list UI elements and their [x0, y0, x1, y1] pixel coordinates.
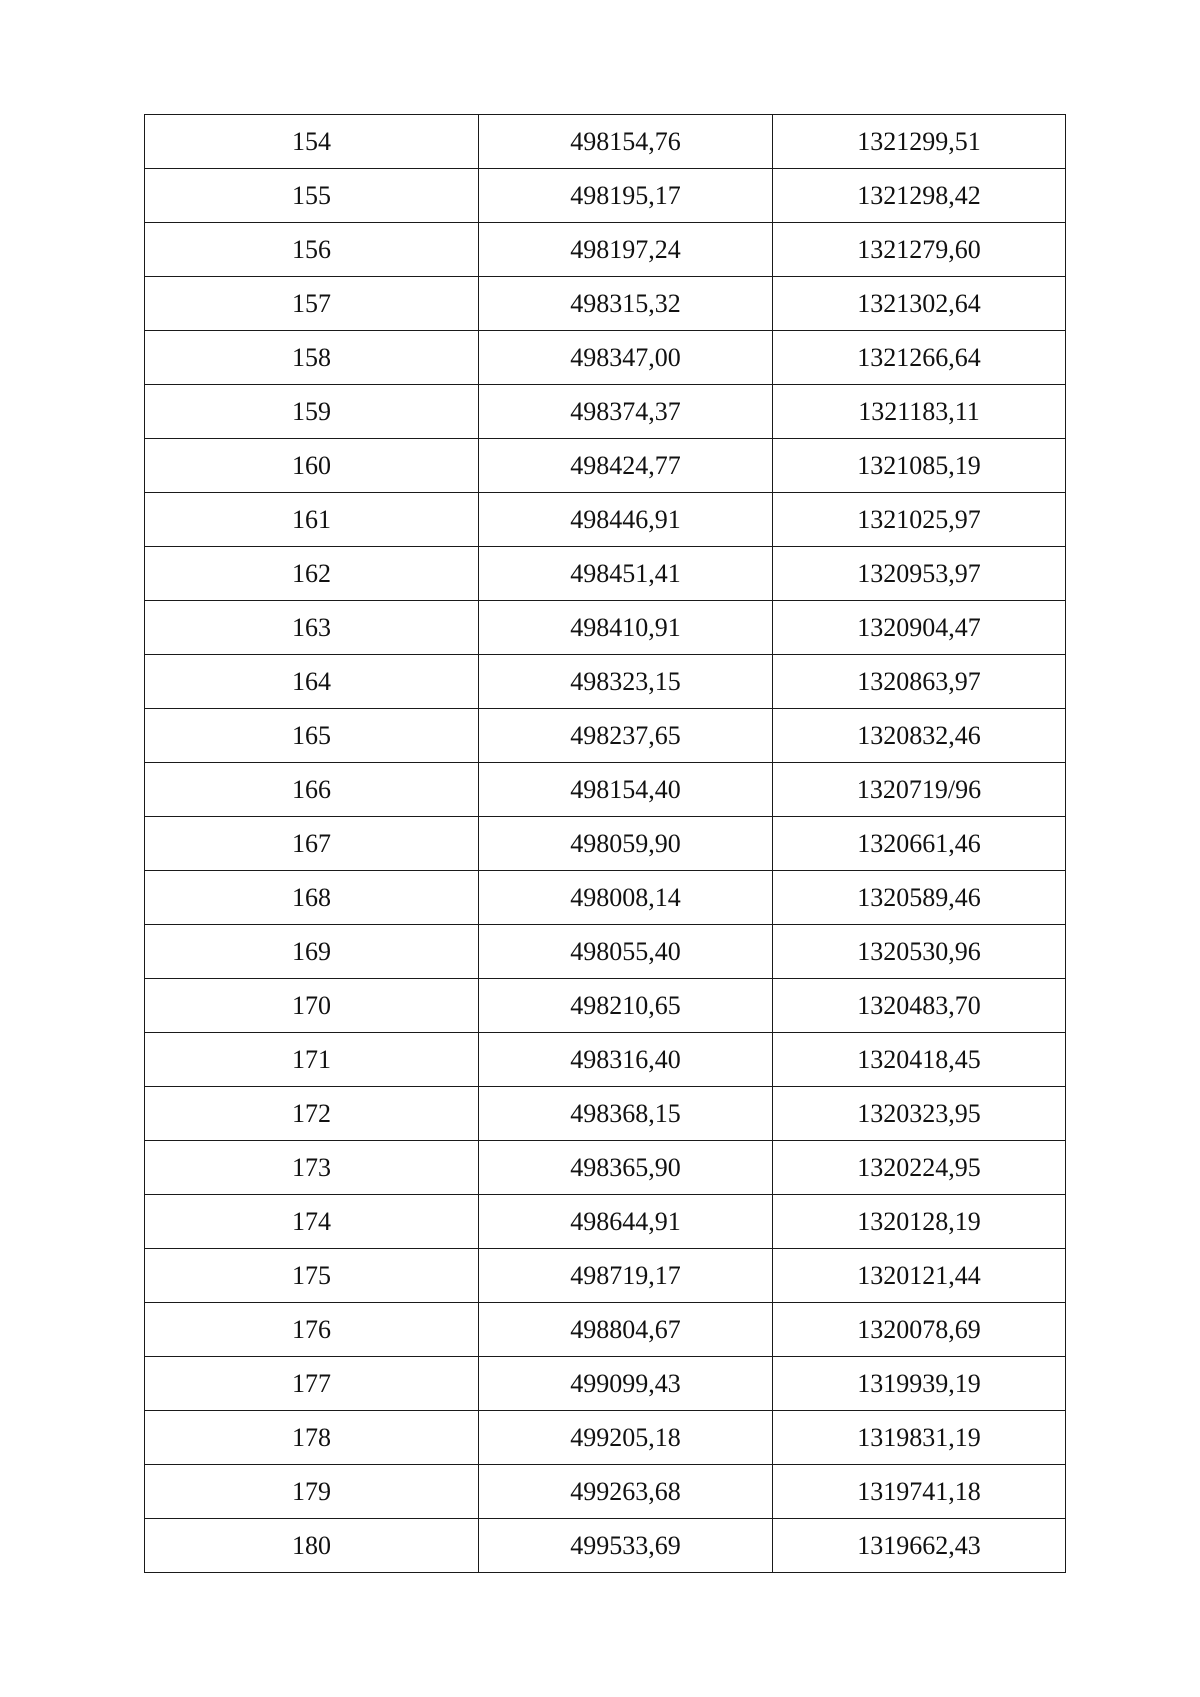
y-coordinate-cell: 1320121,44 [773, 1249, 1066, 1303]
y-coordinate-cell: 1320418,45 [773, 1033, 1066, 1087]
x-coordinate-cell: 498719,17 [479, 1249, 773, 1303]
point-number-cell: 172 [145, 1087, 479, 1141]
point-number-cell: 180 [145, 1519, 479, 1573]
y-coordinate-cell: 1320530,96 [773, 925, 1066, 979]
point-number-cell: 159 [145, 385, 479, 439]
table-row [145, 1087, 1066, 1141]
x-coordinate-cell: 498804,67 [479, 1303, 773, 1357]
y-coordinate-cell: 1321085,19 [773, 439, 1066, 493]
y-coordinate-cell: 1321266,64 [773, 331, 1066, 385]
x-coordinate-cell: 498055,40 [479, 925, 773, 979]
x-coordinate-cell: 498368,15 [479, 1087, 773, 1141]
table-row [145, 1141, 1066, 1195]
point-number-cell: 162 [145, 547, 479, 601]
table-row [145, 547, 1066, 601]
y-coordinate-cell: 1320661,46 [773, 817, 1066, 871]
x-coordinate-cell: 498197,24 [479, 223, 773, 277]
x-coordinate-cell: 498446,91 [479, 493, 773, 547]
table-row [145, 1465, 1066, 1519]
table-row [145, 115, 1066, 169]
point-number-cell: 170 [145, 979, 479, 1033]
point-number-cell: 156 [145, 223, 479, 277]
table-row [145, 169, 1066, 223]
table-row [145, 1033, 1066, 1087]
y-coordinate-cell: 1320323,95 [773, 1087, 1066, 1141]
table-row [145, 1195, 1066, 1249]
point-number-cell: 154 [145, 115, 479, 169]
point-number-cell: 166 [145, 763, 479, 817]
table-row [145, 763, 1066, 817]
point-number-cell: 163 [145, 601, 479, 655]
table-row [145, 277, 1066, 331]
table-row [145, 331, 1066, 385]
point-number-cell: 177 [145, 1357, 479, 1411]
table-row [145, 1411, 1066, 1465]
coordinates-table [144, 114, 1066, 1573]
table-row [145, 601, 1066, 655]
point-number-cell: 161 [145, 493, 479, 547]
table-row [145, 1249, 1066, 1303]
y-coordinate-cell: 1321025,97 [773, 493, 1066, 547]
x-coordinate-cell: 498451,41 [479, 547, 773, 601]
y-coordinate-cell: 1321183,11 [773, 385, 1066, 439]
y-coordinate-cell: 1321279,60 [773, 223, 1066, 277]
x-coordinate-cell: 498315,32 [479, 277, 773, 331]
table-row [145, 1519, 1066, 1573]
point-number-cell: 164 [145, 655, 479, 709]
point-number-cell: 173 [145, 1141, 479, 1195]
table-row [145, 871, 1066, 925]
y-coordinate-cell: 1319831,19 [773, 1411, 1066, 1465]
point-number-cell: 176 [145, 1303, 479, 1357]
x-coordinate-cell: 498008,14 [479, 871, 773, 925]
y-coordinate-cell: 1320953,97 [773, 547, 1066, 601]
x-coordinate-cell: 498195,17 [479, 169, 773, 223]
table-row [145, 655, 1066, 709]
y-coordinate-cell: 1320128,19 [773, 1195, 1066, 1249]
y-coordinate-cell: 1321302,64 [773, 277, 1066, 331]
y-coordinate-cell: 1320863,97 [773, 655, 1066, 709]
table-row [145, 1303, 1066, 1357]
table-row [145, 709, 1066, 763]
point-number-cell: 178 [145, 1411, 479, 1465]
point-number-cell: 160 [145, 439, 479, 493]
y-coordinate-cell: 1320483,70 [773, 979, 1066, 1033]
x-coordinate-cell: 499205,18 [479, 1411, 773, 1465]
x-coordinate-cell: 498365,90 [479, 1141, 773, 1195]
point-number-cell: 157 [145, 277, 479, 331]
table-row [145, 925, 1066, 979]
x-coordinate-cell: 498323,15 [479, 655, 773, 709]
point-number-cell: 169 [145, 925, 479, 979]
y-coordinate-cell: 1320832,46 [773, 709, 1066, 763]
point-number-cell: 174 [145, 1195, 479, 1249]
x-coordinate-cell: 498644,91 [479, 1195, 773, 1249]
y-coordinate-cell: 1320904,47 [773, 601, 1066, 655]
point-number-cell: 179 [145, 1465, 479, 1519]
point-number-cell: 167 [145, 817, 479, 871]
table-row [145, 439, 1066, 493]
table-row [145, 493, 1066, 547]
y-coordinate-cell: 1320078,69 [773, 1303, 1066, 1357]
x-coordinate-cell: 498059,90 [479, 817, 773, 871]
y-coordinate-cell: 1321299,51 [773, 115, 1066, 169]
point-number-cell: 155 [145, 169, 479, 223]
point-number-cell: 175 [145, 1249, 479, 1303]
point-number-cell: 171 [145, 1033, 479, 1087]
x-coordinate-cell: 498154,76 [479, 115, 773, 169]
y-coordinate-cell: 1319939,19 [773, 1357, 1066, 1411]
x-coordinate-cell: 499533,69 [479, 1519, 773, 1573]
x-coordinate-cell: 498154,40 [479, 763, 773, 817]
table-row [145, 223, 1066, 277]
x-coordinate-cell: 498410,91 [479, 601, 773, 655]
table-row [145, 979, 1066, 1033]
x-coordinate-cell: 498237,65 [479, 709, 773, 763]
x-coordinate-cell: 498210,65 [479, 979, 773, 1033]
coordinates-table-body [145, 115, 1066, 1573]
x-coordinate-cell: 498424,77 [479, 439, 773, 493]
x-coordinate-cell: 499099,43 [479, 1357, 773, 1411]
table-row [145, 1357, 1066, 1411]
x-coordinate-cell: 498374,37 [479, 385, 773, 439]
y-coordinate-cell: 1319662,43 [773, 1519, 1066, 1573]
table-row [145, 817, 1066, 871]
point-number-cell: 165 [145, 709, 479, 763]
y-coordinate-cell: 1320224,95 [773, 1141, 1066, 1195]
x-coordinate-cell: 499263,68 [479, 1465, 773, 1519]
table-row [145, 385, 1066, 439]
y-coordinate-cell: 1320719/96 [773, 763, 1066, 817]
x-coordinate-cell: 498316,40 [479, 1033, 773, 1087]
y-coordinate-cell: 1321298,42 [773, 169, 1066, 223]
point-number-cell: 158 [145, 331, 479, 385]
x-coordinate-cell: 498347,00 [479, 331, 773, 385]
y-coordinate-cell: 1319741,18 [773, 1465, 1066, 1519]
y-coordinate-cell: 1320589,46 [773, 871, 1066, 925]
point-number-cell: 168 [145, 871, 479, 925]
